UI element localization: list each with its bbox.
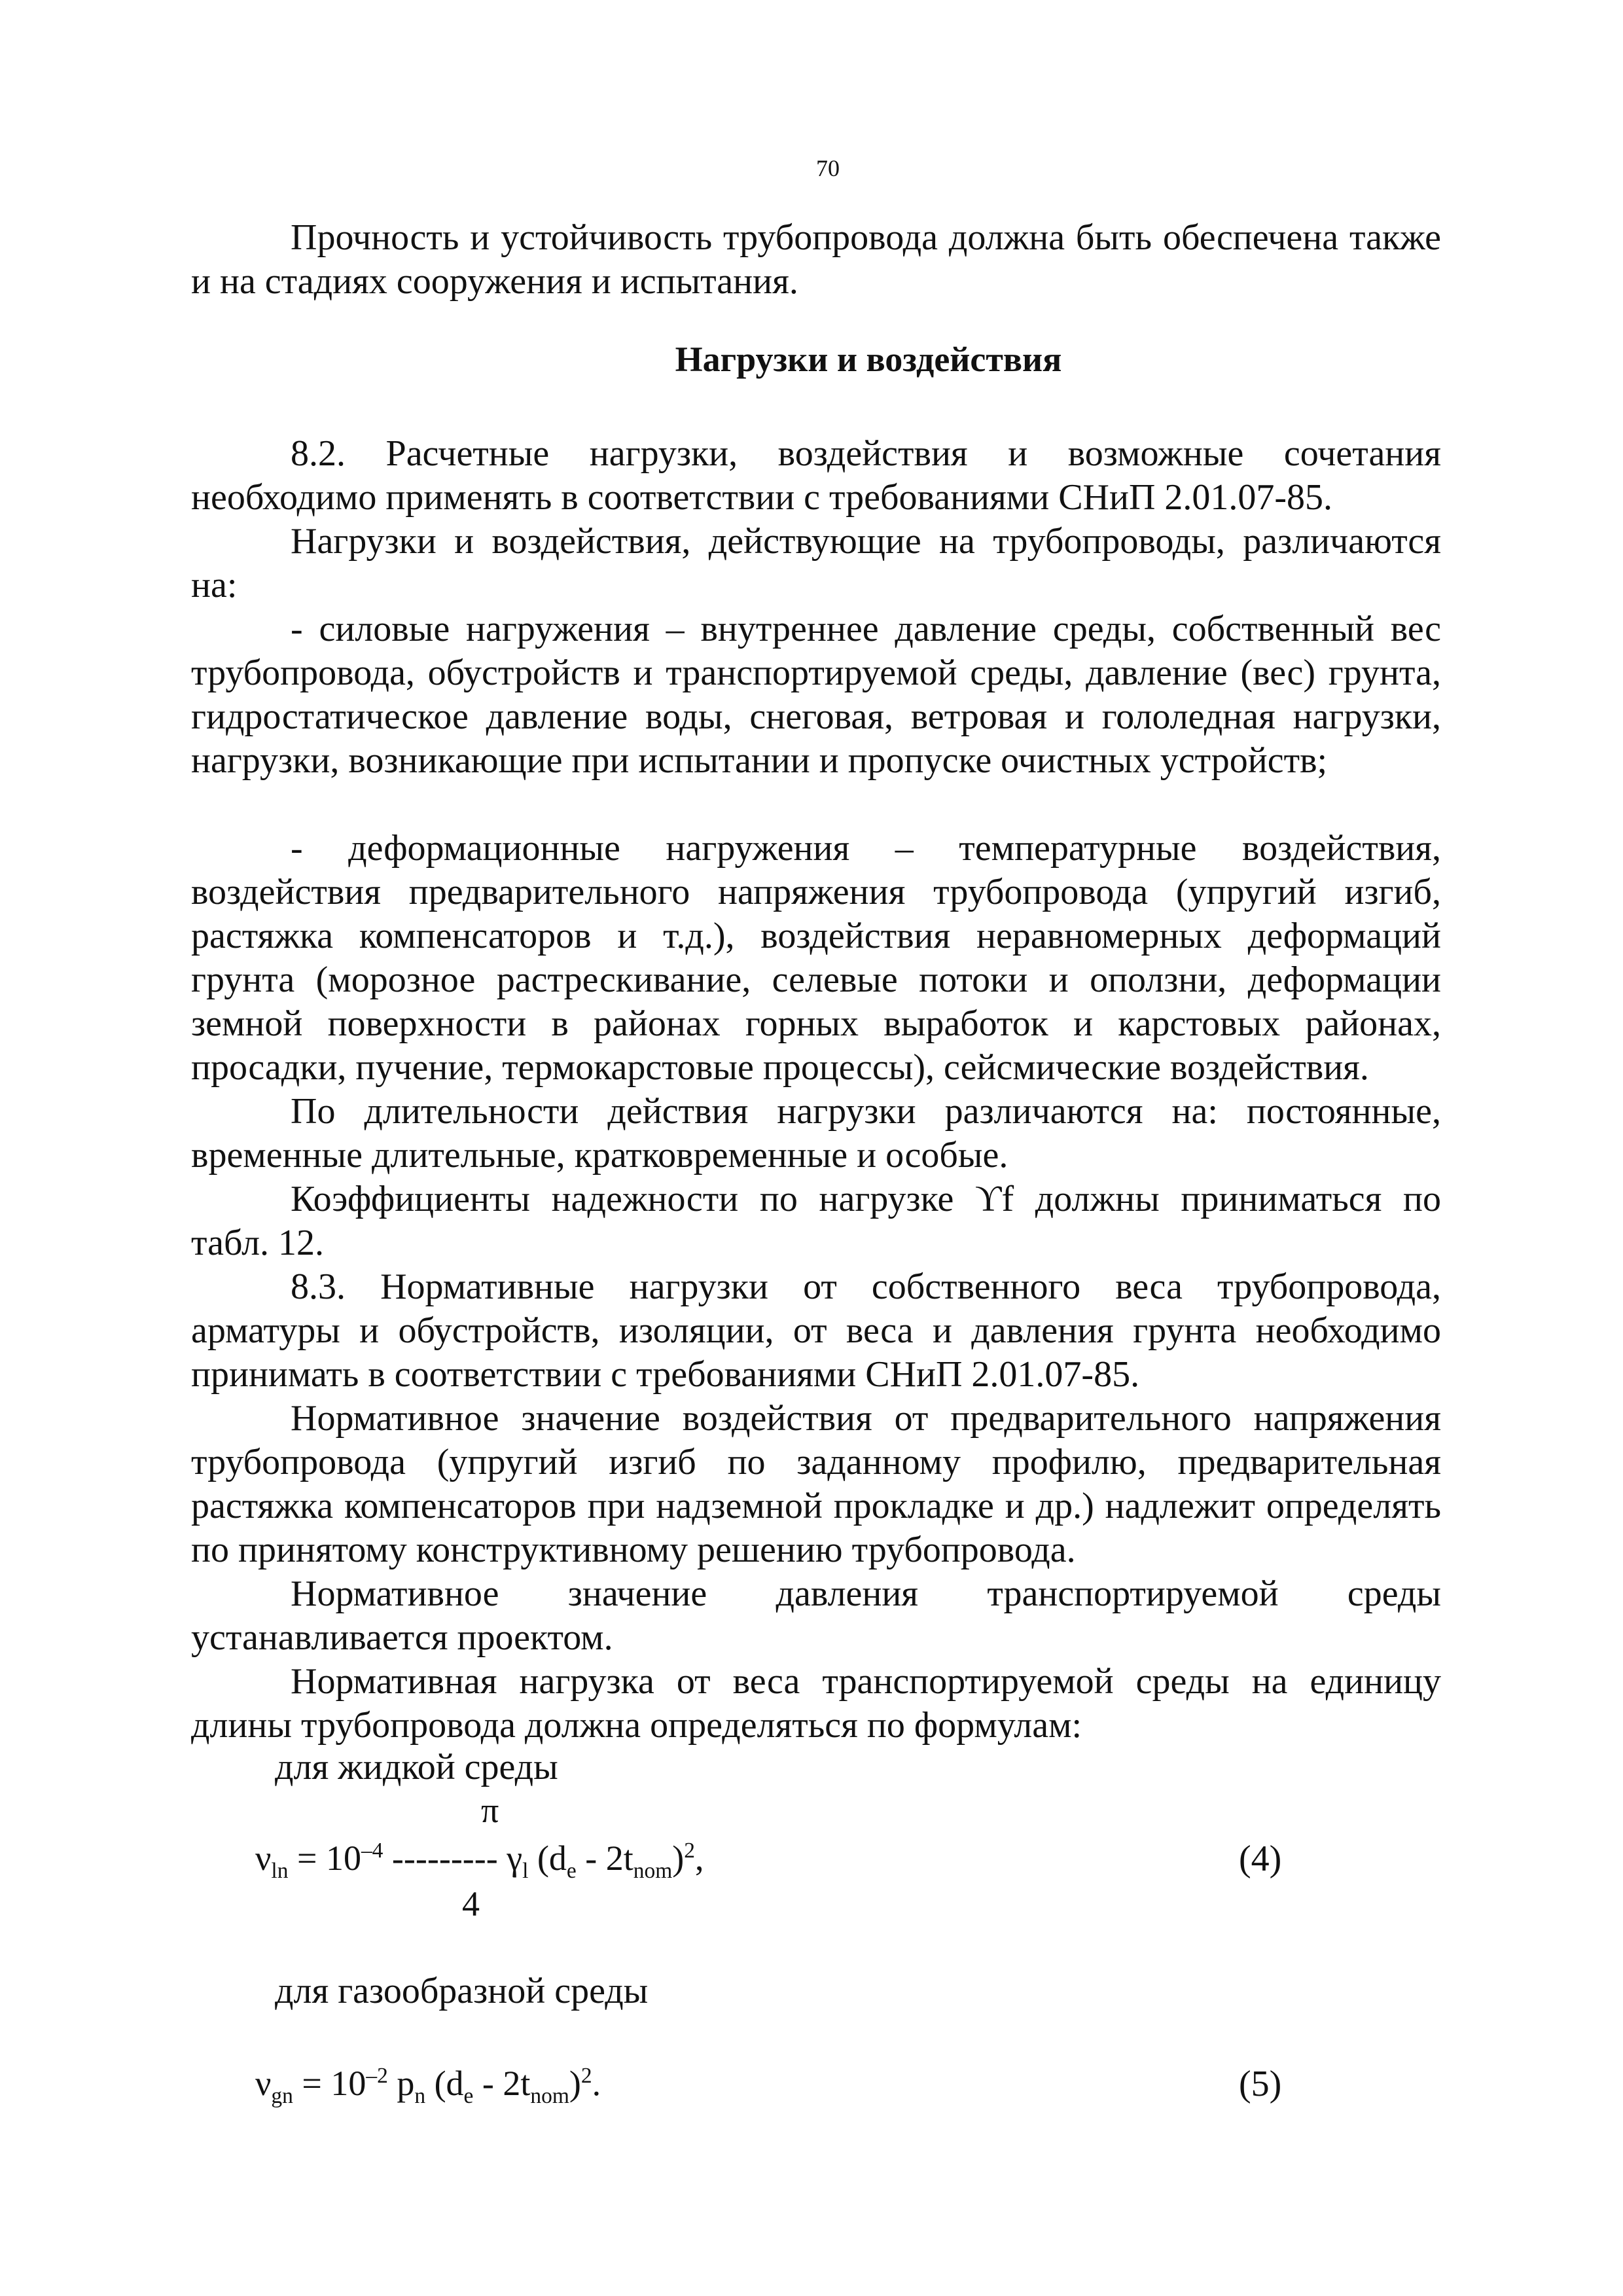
formula-5-lhs: ν — [255, 2064, 272, 2103]
formula-4-thickness: - 2t — [576, 1839, 633, 1878]
formula-5-equals: = — [293, 2064, 331, 2103]
weight-paragraph: Нормативная нагрузка от веса транспортируемой среды на единицу длины трубопровода должна определяться по формулам: — [191, 1661, 1441, 1746]
formula-4-equals: = — [288, 1839, 326, 1878]
formula-4-lhs-subscript: ln — [271, 1858, 289, 1883]
formula-5 — [255, 2063, 601, 2109]
formula-5-lhs-subscript: gn — [271, 2083, 293, 2108]
formula-4-coefficient: 10 — [325, 1839, 361, 1878]
formula-5-pressure-subscript: n — [414, 2083, 426, 2108]
formula-5-number: (5) — [1239, 2064, 1282, 2104]
formula-5-coefficient-exponent: –2 — [366, 2064, 388, 2088]
formula-4-coefficient-exponent: –4 — [361, 1839, 383, 1863]
formula-5-close-paren: ) — [569, 2064, 581, 2103]
formula-5-coefficient: 10 — [330, 2064, 366, 2103]
gas-medium-label: для газообразной среды — [275, 1971, 649, 2011]
reliability-coefficient-paragraph: Коэффициенты надежности по нагрузке ϒf должны приниматься по табл. 12. — [191, 1179, 1441, 1263]
formula-4-comma: , — [695, 1839, 704, 1878]
deformation-loads-paragraph: - деформационные нагружения – температурные воздействия, воздействия предварительного напряжения трубопровода (упругий изгиб, растяжка компенсаторов и т.д.), воздействия неравномерных деформаций грунта (морозное растрескивание, селевые потоки и оползни, деформации земной поверхности в районах горных выработок и карстовых районах, просадки, пучение, термокарстовые процессы), сейсмические воздействия. — [191, 828, 1441, 1088]
formula-4-gamma: γ — [507, 1839, 523, 1878]
page-number: 70 — [816, 155, 840, 181]
formula-4-diameter: (d — [528, 1839, 567, 1878]
formula-4-fraction-bar: --------- — [391, 1839, 498, 1878]
loads-paragraph: Нагрузки и воздействия, действующие на трубопроводы, различаются на: — [191, 521, 1441, 605]
paragraph-8-2: 8.2. Расчетные нагрузки, воздействия и возможные сочетания необходимо применять в соответствии с требованиями СНиП 2.01.07-85. — [191, 433, 1441, 518]
pressure-paragraph: Нормативное значение давления транспортируемой среды устанавливается проектом. — [191, 1573, 1441, 1658]
formula-4-diameter-subscript: e — [566, 1858, 577, 1883]
force-loads-paragraph: - силовые нагружения – внутреннее давление среды, собственный вес трубопровода, обустройств и транспортируемой среды, давление (вес) грунта, гидростатическое давление воды, снеговая, ветровая и гололедная нагрузки, нагрузки, возникающие при испытании и пропуске очистных устройств; — [191, 609, 1441, 781]
formula-4-numerator: π — [481, 1791, 499, 1830]
formula-4 — [255, 1838, 704, 1884]
formula-4-denominator: 4 — [462, 1884, 480, 1924]
formula-4-lhs: ν — [255, 1839, 272, 1878]
duration-paragraph: По длительности действия нагрузки различаются на: постоянные, временные длительные, кратковременные и особые. — [191, 1091, 1441, 1175]
formula-5-diameter: (d — [425, 2064, 464, 2103]
formula-4-exponent: 2 — [684, 1839, 696, 1863]
prestress-paragraph: Нормативное значение воздействия от предварительного напряжения трубопровода (упругий изгиб по заданному профилю, предварительная растяжка компенсаторов при надземной прокладке и др.) надлежит определять по принятому конструктивному решению трубопровода. — [191, 1398, 1441, 1570]
paragraph-8-3: 8.3. Нормативные нагрузки от собственного веса трубопровода, арматуры и обустройств, изоляции, от веса и давления грунта необходимо принимать в соответствии с требованиями СНиП 2.01.07-85. — [191, 1266, 1441, 1395]
intro-paragraph: Прочность и устойчивость трубопровода должна быть обеспечена также и на стадиях сооружения и испытания. — [191, 217, 1441, 302]
formula-4-thickness-subscript: nom — [633, 1858, 673, 1883]
formula-5-exponent: 2 — [580, 2064, 592, 2088]
formula-4-gamma-subscript: l — [522, 1858, 529, 1883]
formula-5-diameter-subscript: e — [463, 2083, 474, 2108]
formula-4-close-paren: ) — [672, 1839, 685, 1878]
formula-5-thickness: - 2t — [473, 2064, 531, 2103]
section-heading: Нагрузки и воздействия — [675, 340, 1062, 379]
formula-5-thickness-subscript: nom — [530, 2083, 569, 2108]
formula-5-period: . — [592, 2064, 601, 2103]
formula-4-number: (4) — [1239, 1839, 1282, 1879]
liquid-medium-label: для жидкой среды — [275, 1747, 558, 1787]
formula-5-pressure: p — [387, 2064, 415, 2103]
